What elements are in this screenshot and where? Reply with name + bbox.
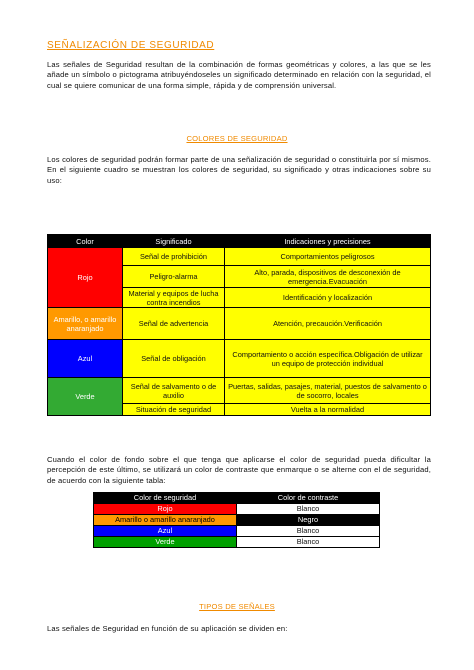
indicaciones-cell: Atención, precaución.Verificación bbox=[225, 308, 431, 340]
safety-colors-table bbox=[47, 234, 431, 416]
indicaciones-cell: Comportamientos peligrosos bbox=[225, 248, 431, 266]
intro-paragraph: Las señales de Seguridad resultan de la combinación de formas geométricas y colores, a las que se les añade un símbolo o pictograma atribuyéndoseles un significado determinado en relación con la seguridad, el cual se quiere comunicar de una forma simple, rápida y de comprensión universal. bbox=[47, 60, 431, 90]
contrast-color-cell: Blanco bbox=[237, 526, 380, 537]
table-row bbox=[48, 340, 431, 378]
safety-color-cell: Azul bbox=[94, 526, 237, 537]
significado-cell: Señal de salvamento o de auxilio bbox=[123, 378, 225, 404]
significado-cell: Peligro-alarma bbox=[123, 266, 225, 288]
indicaciones-cell: Identificación y localización bbox=[225, 288, 431, 308]
header-significado: Significado bbox=[123, 235, 225, 248]
significado-cell: Señal de obligación bbox=[123, 340, 225, 378]
indicaciones-cell: Vuelta a la normalidad bbox=[225, 404, 431, 416]
section-heading-colors: COLORES DE SEGURIDAD bbox=[186, 134, 288, 143]
safety-color-cell: Verde bbox=[94, 537, 237, 548]
table-row bbox=[48, 248, 431, 266]
table-row bbox=[94, 526, 380, 537]
contrast-intro-paragraph: Cuando el color de fondo sobre el que tenga que aplicarse el color de seguridad pueda dificultar la percepción de este último, se utilizará un color de contraste que enmarque o se alterne con el de seguridad, de acuerdo con la siguiente tabla: bbox=[47, 455, 431, 485]
table-row bbox=[94, 537, 380, 548]
header-color: Color bbox=[48, 235, 123, 248]
header-indicaciones: Indicaciones y precisiones bbox=[225, 235, 431, 248]
section-heading-types: TIPOS DE SEÑALES bbox=[199, 602, 275, 611]
significado-cell: Material y equipos de lucha contra incendios bbox=[123, 288, 225, 308]
types-intro-paragraph: Las señales de Seguridad en función de su aplicación se dividen en: bbox=[47, 624, 288, 633]
header-color-contraste: Color de contraste bbox=[237, 493, 380, 504]
significado-cell: Señal de prohibición bbox=[123, 248, 225, 266]
safety-color-cell: Amarillo o amarillo anaranjado bbox=[94, 515, 237, 526]
contrast-color-cell: Blanco bbox=[237, 537, 380, 548]
contrast-color-cell: Negro bbox=[237, 515, 380, 526]
indicaciones-cell: Comportamiento o acción específica.Obligación de utilizar un equipo de protección individual bbox=[225, 340, 431, 378]
colors-intro-paragraph: Los colores de seguridad podrán formar parte de una señalización de seguridad o constituirla por sí mismos. En el siguiente cuadro se muestran los colores de seguridad, su significado y otras indicaciones sobre su uso: bbox=[47, 155, 431, 185]
contrast-color-cell: Blanco bbox=[237, 504, 380, 515]
safety-color-cell: Rojo bbox=[94, 504, 237, 515]
color-cell-azul: Azul bbox=[48, 340, 123, 378]
header-color-seguridad: Color de seguridad bbox=[94, 493, 237, 504]
indicaciones-cell: Puertas, salidas, pasajes, material, puestos de salvamento o de socorro, locales bbox=[225, 378, 431, 404]
color-cell-amarillo: Amarillo, o amarillo anaranjado bbox=[48, 308, 123, 340]
color-cell-rojo: Rojo bbox=[48, 248, 123, 308]
indicaciones-cell: Alto, parada, dispositivos de desconexión de emergencia.Evacuación bbox=[225, 266, 431, 288]
table-row bbox=[94, 504, 380, 515]
color-cell-verde: Verde bbox=[48, 378, 123, 416]
significado-cell: Situación de seguridad bbox=[123, 404, 225, 416]
table-header-row bbox=[94, 493, 380, 504]
table-row bbox=[48, 378, 431, 404]
table-row bbox=[94, 515, 380, 526]
table-row bbox=[48, 308, 431, 340]
significado-cell: Señal de advertencia bbox=[123, 308, 225, 340]
contrast-colors-table bbox=[93, 492, 380, 548]
table-header-row bbox=[48, 235, 431, 248]
page-title: SEÑALIZACIÓN DE SEGURIDAD bbox=[47, 40, 215, 51]
